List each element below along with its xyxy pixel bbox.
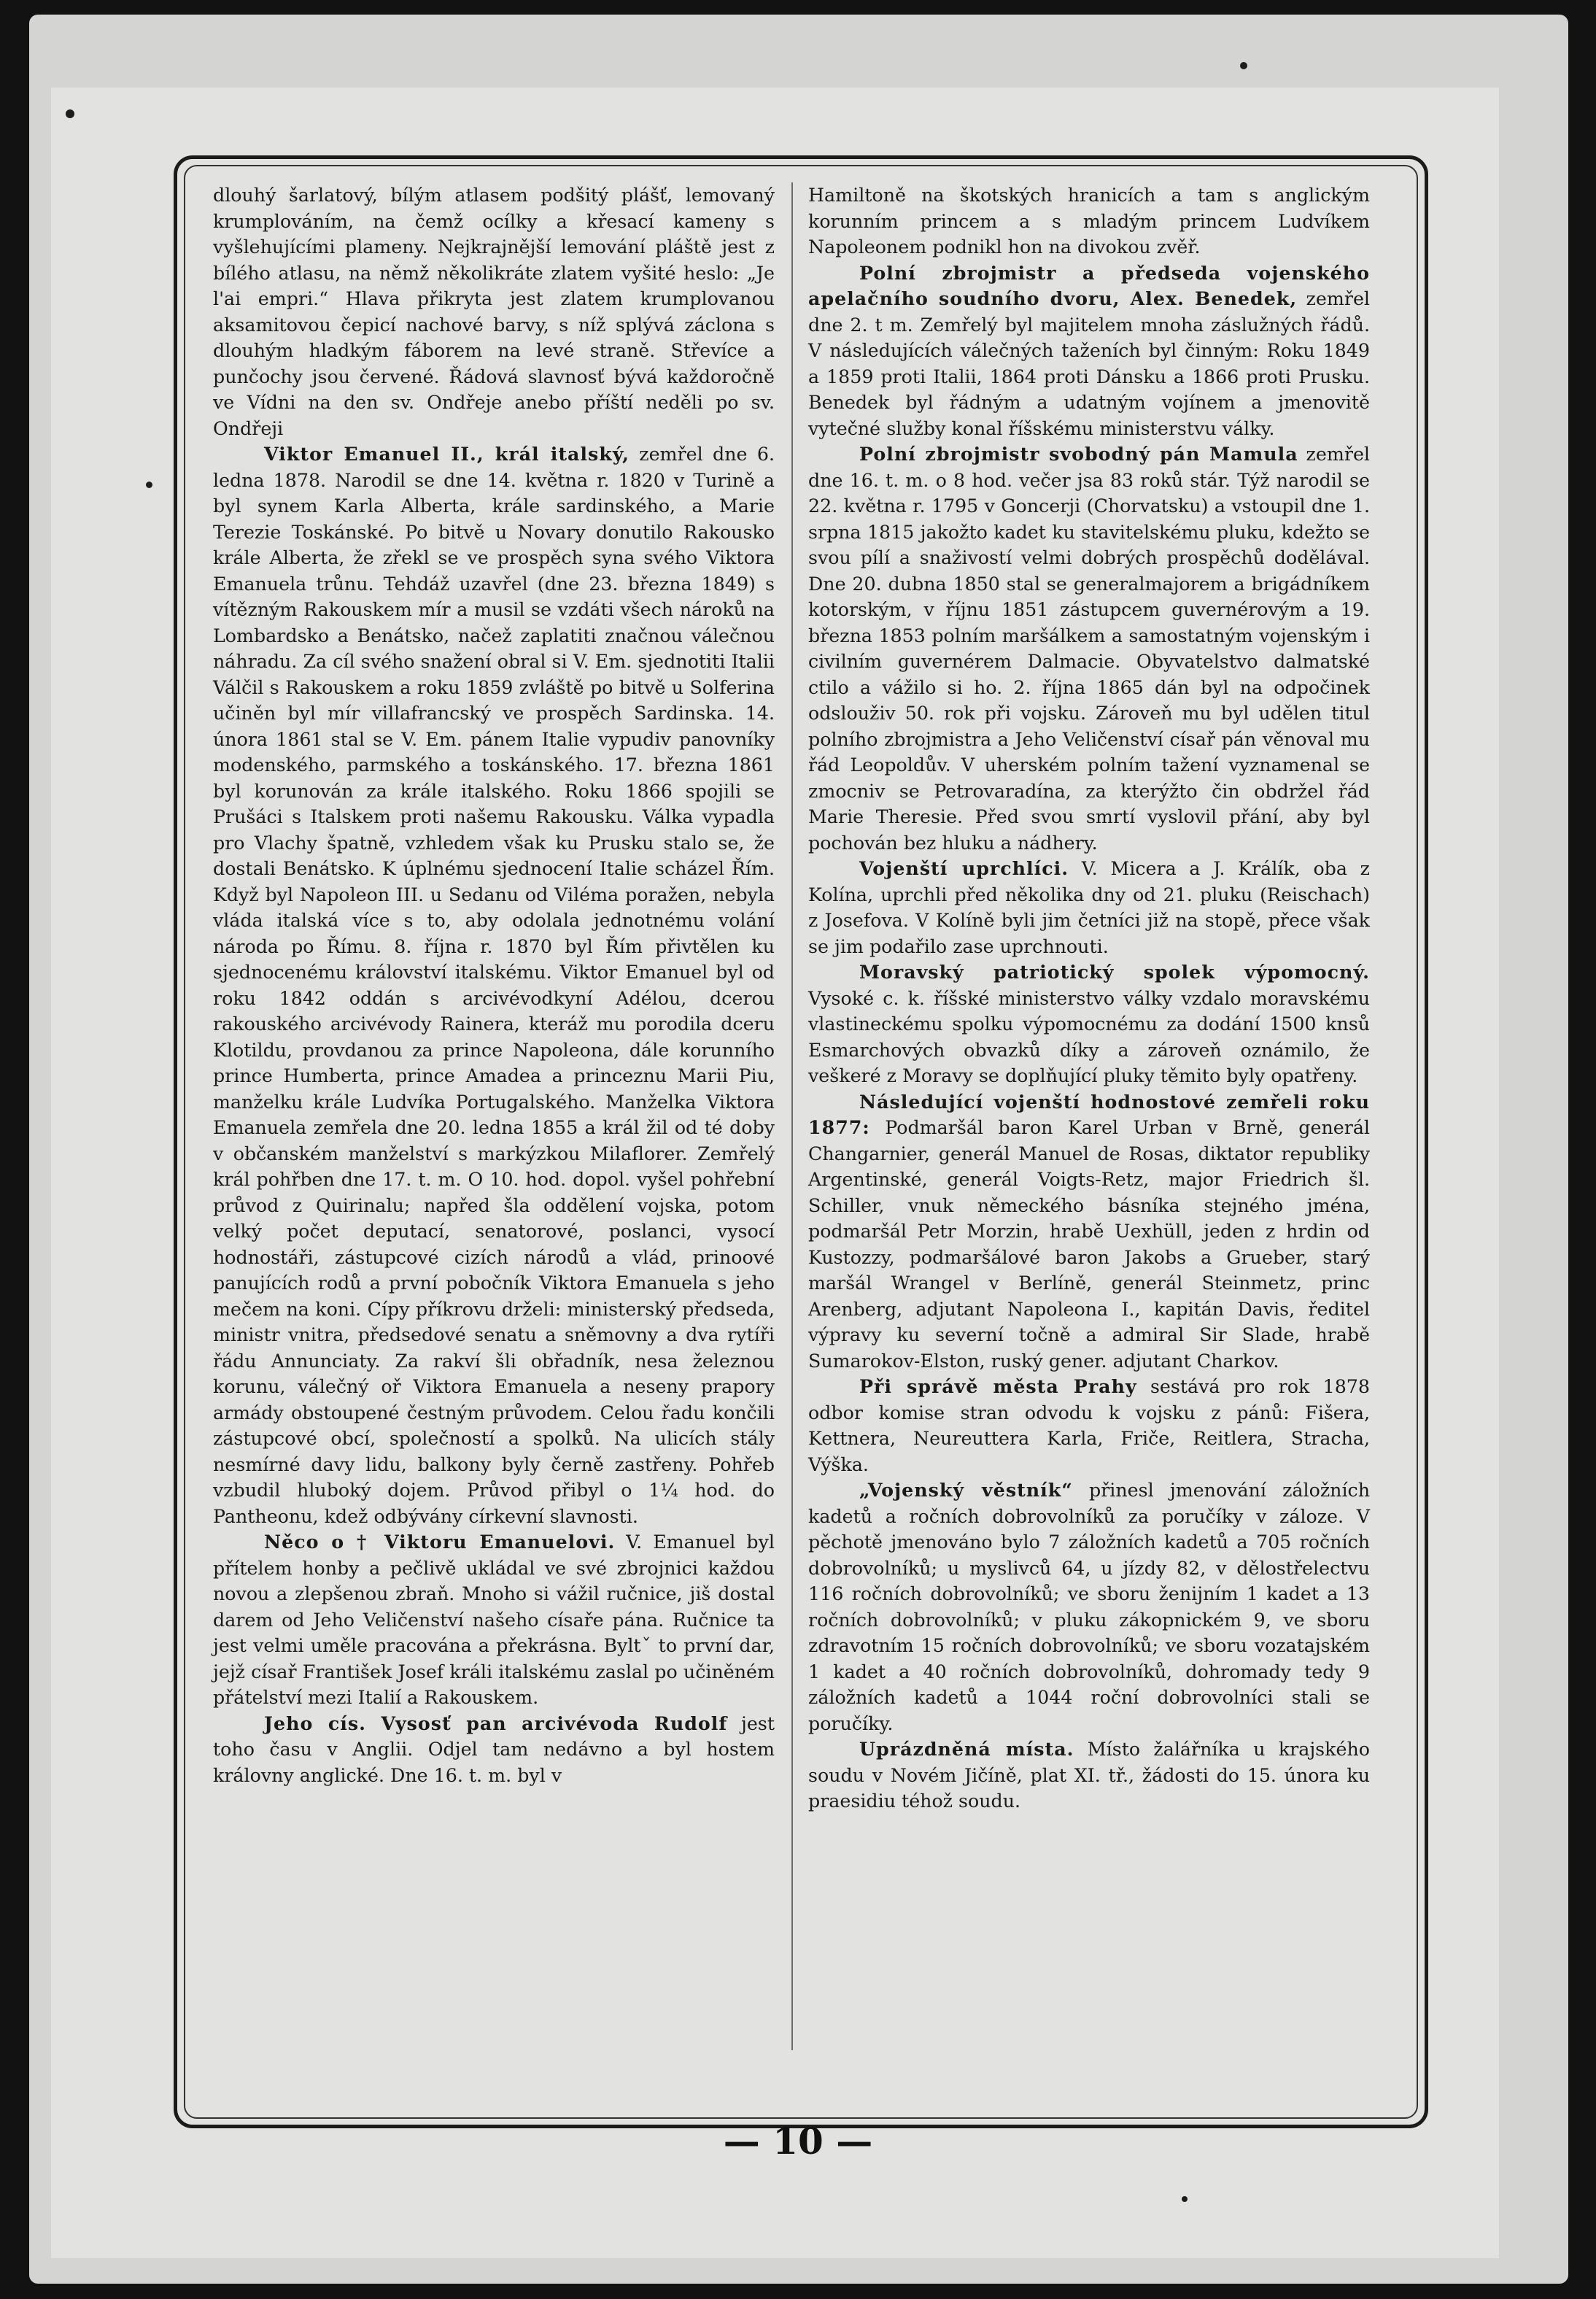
scan-speck — [1182, 2196, 1188, 2202]
article-heading: Polní zbrojmistr svobodný pán Mamula — [859, 443, 1298, 465]
article-heading: Viktor Emanuel II., král italský, — [264, 443, 630, 465]
article-paragraph: Uprázdněná místa. Místo žalářníka u krajského soudu v Novém Jičíně, plat XI. tř., žádosti do 15. února ku praesidiu téhož soudu. — [808, 1738, 1370, 1812]
article-paragraph: dlouhý šarlatový, bílým atlasem podšitý plášť, lemovaný krumplováním, na čemž ocílky a křesací kameny s vyšlehujícími plameny. Nejkrajnější lemování pláště jest z bílého atlasu, na němž několikráte zlatem vyšité heslo: „Je l'ai empri.“ Hlava přikryta jest zlatem krumplovanou aksamitovou čepicí nachové barvy, s níž splývá záclona s dlouhým hladkým fáborem na levé straně. Střevíce a punčochy jsou červené. Řádová slavnosť bývá každoročně ve Vídni na den sv. Ondřeje anebo příští neděli po sv. Ondřeji — [213, 185, 775, 439]
scan-speck — [1240, 62, 1247, 69]
page-number: — 10 — — [723, 2120, 873, 2163]
article-heading: Jeho cís. Vysosť pan arcivévoda Rudolf — [264, 1712, 728, 1734]
column-divider — [791, 182, 793, 2050]
article-heading: Vojenští uprchlíci. — [859, 857, 1069, 879]
left-column — [213, 182, 775, 1788]
article-paragraph: Polní zbrojmistr a předseda vojenského apelačního soudního dvoru, Alex. Benedek, zemřel dne 2. t m. Zemřelý byl majitelem mnoha záslužných řádů. V následujících válečných taženích byl činným: Roku 1849 a 1859 proti Italii, 1864 proti Dánsku a 1866 proti Prusku. Benedek byl řádným a udatným vojínem a jmenovitě vytečné služby konal říšskému ministerstvu války. — [808, 261, 1370, 439]
article-paragraph: Něco o † Viktoru Emanuelovi. V. Emanuel byl přítelem honby a pečlivě ukládal ve své zbrojnici každou novou a zlepšenou zbraň. Mnoho si vážil ručnice, jiš dostal darem od Jeho Veličenství našeho císaře pána. Ručnice ta jest velmi uměle pracována a překrásna. Byltˇ to první dar, jejž císař František Josef králi italskému zaslal po učiněném přátelství mezi Italií a Rakouskem. — [213, 1531, 775, 1708]
article-paragraph: Hamiltoně na škotských hranicích a tam s anglickým korunním princem a s mladým princem Ludvíkem Napoleonem podnikl hon na divokou zvěř. — [808, 185, 1370, 258]
article-heading: Uprázdněná místa. — [859, 1738, 1074, 1760]
article-heading: Něco o † Viktoru Emanuelovi. — [264, 1531, 616, 1553]
article-heading: Následující vojenští hodnostové zemřeli roku 1877: — [808, 1090, 1370, 1138]
article-paragraph: Následující vojenští hodnostové zemřeli roku 1877: Podmaršál baron Karel Urban v Brně, generál Changarnier, generál Manuel de Rosas, diktator republiky Argentinské, generál Voigts-Retz, major Friedrich šl. Schiller, vnuk německého básníka stejného jména, podmaršál Petr Morzin, hrabě Uexhüll, jeden z hrdin od Kustozzy, podmaršálové baron Jakobs a Grueber, starý maršál Wrangel v Berlíně, generál Steinmetz, princ Arenberg, adjutant Napoleona I., kapitán Davis, ředitel výpravy ku severní točně a admiral Sir Slade, hrabě Sumarokov-Elston, ruský gener. adjutant Charkov. — [808, 1090, 1370, 1372]
article-heading: Polní zbrojmistr a předseda vojenského apelačního soudního dvoru, Alex. Benedek, — [808, 261, 1370, 309]
article-paragraph: Viktor Emanuel II., král italský, zemřel dne 6. ledna 1878. Narodil se dne 14. května r. 1820 v Turině a byl synem Karla Alberta, krále sardinského, a Marie Terezie Toskánské. Po bitvě u Novary donutilo Rakousko krále Alberta, že zřekl se ve prospěch syna svého Viktora Emanuela trůnu. Tehdáž uzavřel (dne 23. března 1849) s vítězným Rakouskem mír a musil se vzdáti všech nároků na Lombardsko a Benátsko, načež zaplatiti značnou válečnou náhradu. Za cíl svého snažení obral si V. Em. sjednotiti Italii Válčil s Rakouskem a roku 1859 zvláště po bitvě u Solferina učiněn byl mír villafrancský ve prospěch Sardinska. 14. února 1861 stal se V. Em. pánem Italie vypudiv panovníky modenského, parmského a toskánského. 17. března 1861 byl korunován za krále italského. Roku 1866 spojili se Prušáci s Italskem proti našemu Rakousku. Válka vypadla pro Vlachy špatně, vzhledem však ku Prusku stalo se, že dostali Benátsko. K úplnému sjednocení Italie scházel Řím. Když byl Napoleon III. u Sedanu od Viléma poražen, nebyla vláda italská více s to, aby odolala jednotnému volání národa po Římu. 8. října r. 1870 byl Řím přivtělen ku sjednocenému království italskému. Viktor Emanuel byl od roku 1842 oddán s arcivévodkyní Adélou, dcerou rakouského arcivévody Rainera, kteráž mu porodila dceru Klotildu, provdanou za prince Napoleona, dále korunního prince Humberta, prince Amadea a princeznu Marii Piu, manželku krále Ludvíka Portugalského. Manželka Viktora Emanuela zemřela dne 20. ledna 1855 a král žil od té doby v občanském manželství s markýzkou Milaflorer. Zemřelý král pohřben dne 17. t. m. O 10. hod. dopol. vyšel pohřební průvod z Quirinalu; napřed šla oddělení vojska, potom velký počet deputací, senatorové, poslanci, vysocí hodnostáři, zástupcové cizích národů a vlád, prinoové panujících rodů a první pobočník Viktora Emanuela s jeho mečem na koni. Cípy příkrovu drželi: ministerský předseda, ministr vnitra, předsedové senatu a sněmovny a dva rytíři řádu Annunciaty. Za rakví šli obřadník, nesa železnou korunu, válečný oř Viktora Emanuela a neseny prapory armády obstoupené čestným průvodem. Celou řadu končili zástupcové obcí, společností a spolků. Na ulicích stály nesmírné davy lidu, balkony byly černě zastřeny. Pohřeb vzbudil hluboký dojem. Průvod přibyl o 1¼ hod. do Pantheonu, kdež odbývány církevní slavnosti. — [213, 443, 775, 1527]
article-paragraph: Moravský patriotický spolek výpomocný. Vysoké c. k. říšské ministerstvo války vzdalo moravskému vlastineckému spolku výpomocnému za dodání 1500 knsů Esmarchových obvazků díky a zároveň oznámilo, že veškeré z Moravy se doplňující pluky těmito byly opatřeny. — [808, 961, 1370, 1086]
article-heading: „Vojenský věstník“ — [859, 1479, 1073, 1501]
scan-speck — [66, 109, 74, 118]
article-paragraph: Polní zbrojmistr svobodný pán Mamula zemřel dne 16. t. m. o 8 hod. večer jsa 83 roků stár. Týž narodil se 22. května r. 1795 v Goncerji (Chorvatsku) a vstoupil dne 1. srpna 1815 jakožto kadet ku stavitelskému pluku, kdežto se svou pílí a snaživostí velmi dobrých prospěchů dodělával. Dne 20. dubna 1850 stal se generalmajorem a brigádníkem kotorským, v říjnu 1851 zástupcem guvernérovým a 19. března 1853 polním maršálkem a samostatným vojenským i civilním guvernérem Dalmacie. Obyvatelstvo dalmatské ctilo a vážilo si ho. 2. října 1865 dán byl na odpočinek odslouživ 50. rok při vojsku. Zároveň mu byl udělen titul polního zbrojmistra a Jeho Veličenství císař pán věnoval mu řád Leopoldův. V uherském polním tažení vyznamenal se zmocniv se Petrovaradína, za kterýžto čin obdržel řád Marie Theresie. Před svou smrtí vyslovil přání, aby byl pochován bez hluku a nádhery. — [808, 443, 1370, 854]
article-heading: Moravský patriotický spolek výpomocný. — [859, 961, 1370, 983]
article-paragraph: Vojenští uprchlíci. V. Micera a J. Králík, oba z Kolína, uprchli před několika dny od 21. pluku (Reischach) z Josefova. V Kolíně byli jim četníci již na stopě, přece však se jim podařilo zase uprchnouti. — [808, 857, 1370, 957]
article-paragraph: „Vojenský věstník“ přinesl jmenování záložních kadetů a ročních dobrovolníků za poručíky v záloze. V pěchotě jmenováno bylo 7 záložních kadetů a 705 ročních dobrovolníků; u myslivců 64, u jízdy 82, v dělostřelectvu 116 ročních dobrovolníků; ve sboru ženijním 1 kadet a 13 ročních dobrovolníků; v pluku zákopnickém 9, ve sboru zdravotním 15 ročních dobrovolníků; ve sboru vozatajském 1 kadet a 40 ročních dobrovolníků, dohromady tedy 9 záložních kadetů a 1044 roční dobrovolníci stali se poručíky. — [808, 1479, 1370, 1734]
article-paragraph: Jeho cís. Vysosť pan arcivévoda Rudolf jest toho času v Anglii. Odjel tam nedávno a byl hostem královny anglické. Dne 16. t. m. byl v — [213, 1712, 775, 1786]
right-column — [808, 182, 1370, 1815]
article-paragraph: Při správě města Prahy sestává pro rok 1878 odbor komise stran odvodu k vojsku z pánů: Fišera, Kettnera, Neureuttera Karla, Friče, Reitlera, Stracha, Výška. — [808, 1375, 1370, 1475]
article-heading: Při správě města Prahy — [859, 1375, 1137, 1397]
scan-speck — [146, 482, 152, 488]
